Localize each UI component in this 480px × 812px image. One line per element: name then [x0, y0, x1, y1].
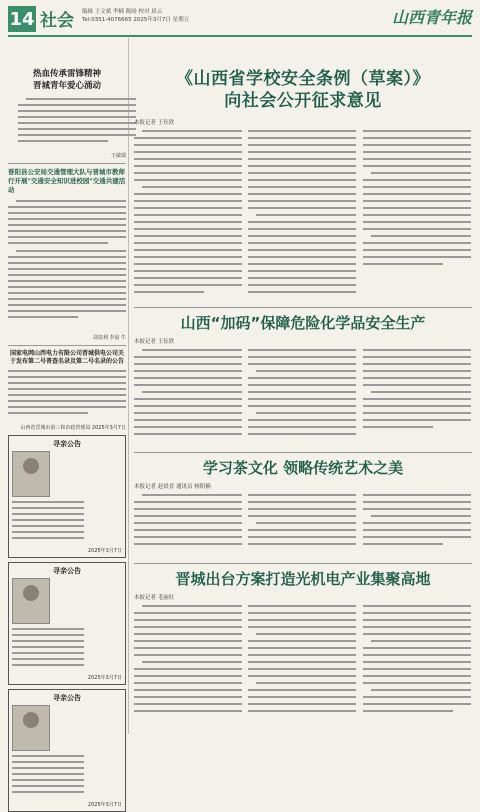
left-divider-2 [8, 345, 126, 346]
notice-box-text [12, 753, 84, 797]
notice-date: 2025年3月7日 [87, 675, 122, 681]
notice-box-title: 寻亲公告 [53, 440, 81, 448]
story1-title [8, 68, 126, 92]
notice-box-text [12, 499, 84, 543]
article2-body [134, 347, 472, 447]
notice-box-title: 寻亲公告 [53, 567, 81, 575]
article4-col2-text [248, 603, 356, 721]
notice-box-title: 寻亲公告 [53, 694, 81, 702]
story1-body [8, 96, 126, 152]
portrait-photo [12, 705, 50, 751]
story2-text-lines [8, 198, 126, 330]
main-divider-3 [134, 563, 472, 564]
section-title: 社会 [40, 11, 74, 31]
article3-col1-text [134, 492, 242, 554]
main-divider-1 [134, 307, 472, 308]
story2-signature: 刘泉利 李晨 牛 [92, 335, 126, 341]
article1-byline: 本报记者 王钰欣 [134, 120, 175, 126]
article4-col3-text [363, 603, 471, 721]
article2-headline: 山西“加码”保障危险化学品安全生产 [180, 314, 426, 332]
article2-col1-text [134, 347, 242, 443]
story1-signature: 王敏瑞 [110, 153, 126, 159]
notice-signature: 山西省晋城市第三和市政管理局 2025年3月7日 [20, 425, 126, 431]
article3-byline: 本报记者 赵晨晋 通讯员 杨阳楠 [134, 484, 211, 490]
page-number: 14 [8, 6, 36, 32]
story1-title-line1: 热血传承雷锋精神 [32, 69, 101, 79]
left-divider-1 [8, 163, 126, 164]
header-rule [8, 35, 472, 37]
story1-text-lines [18, 96, 136, 152]
article4-col1-text [134, 603, 242, 721]
article3-col2-text [248, 492, 356, 554]
meta-line-1: 编辑 王文斌 李楠 陈旸 校对 晨云 [82, 9, 163, 15]
story1-title-line2: 晋城青年爱心涌动 [32, 81, 101, 91]
notice-date: 2025年3月7日 [87, 548, 122, 554]
masthead-logo: 山西青年报 [391, 8, 472, 27]
search-family-notice-3 [8, 689, 126, 812]
portrait-photo [12, 578, 50, 624]
story2-body [8, 198, 126, 334]
article1-col1-text [134, 128, 242, 298]
article1-col2-text [248, 128, 356, 298]
article1-headline [134, 68, 472, 112]
main-divider-2 [134, 452, 472, 453]
notice-box-text [12, 626, 84, 670]
header-meta [82, 8, 189, 24]
search-family-notice-2 [8, 562, 126, 685]
article2-col3-text [363, 347, 471, 443]
article3-body [134, 492, 472, 558]
article4-body [134, 603, 472, 725]
article2-col2-text [248, 347, 356, 443]
article3-headline: 学习茶文化 领略传统艺术之美 [202, 459, 404, 477]
main-area [134, 38, 472, 734]
story2-title: 晋阳县公安局交通管理大队与晋城市教师行开展"交通安全知识进校园"交通共建活动 [8, 168, 126, 194]
notice-title: 国家电网山西电力有限公司晋城供电公司关于发布第二号普查名录及第二号名录的公告 [9, 350, 124, 365]
notice-date: 2025年3月7日 [87, 802, 122, 808]
meta-line-2: Tel:0351-4076665 2025年3月7日 星期五 [82, 17, 190, 23]
article1-headline-line1: 《山西省学校安全条例（草案）》 [176, 69, 430, 89]
article1-body [134, 128, 472, 302]
search-family-notice-1 [8, 435, 126, 558]
article4-headline: 晋城出台方案打造光机电产业集聚高地 [175, 570, 431, 588]
notice-text-lines [8, 366, 126, 420]
article2-byline: 本报记者 王钰欣 [134, 339, 175, 345]
article1-col3-text [363, 128, 471, 298]
article3-col3-text [363, 492, 471, 554]
article4-byline: 本报记者 毛丽旺 [134, 595, 175, 601]
left-column [8, 38, 126, 808]
article1-headline-line2: 向社会公开征求意见 [224, 91, 382, 111]
portrait-photo [12, 451, 50, 497]
